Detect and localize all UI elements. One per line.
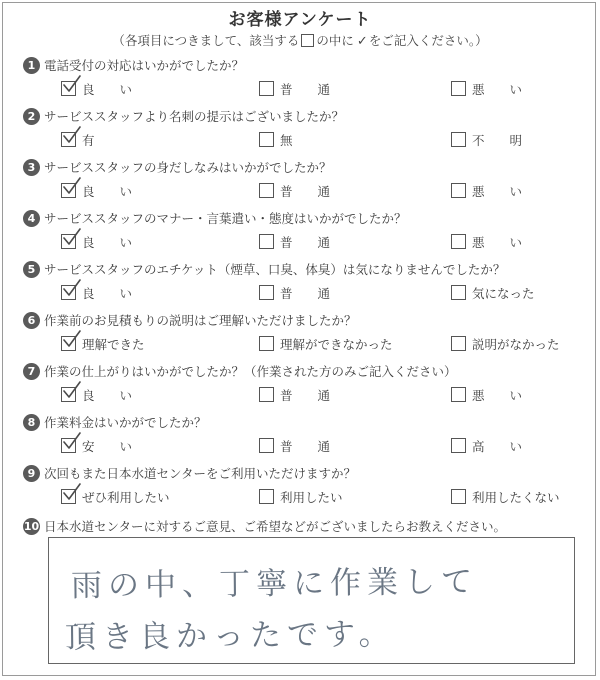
checkmark-icon [61, 330, 83, 352]
checked-checkbox[interactable] [61, 336, 76, 351]
checkbox[interactable] [451, 438, 466, 453]
answer-option[interactable] [259, 437, 330, 454]
checked-checkbox[interactable] [61, 183, 76, 198]
question-number-badge: 6 [23, 312, 40, 329]
checkbox[interactable] [451, 81, 466, 96]
answer-option-label: 普 通 [280, 285, 331, 301]
checkmark-icon [61, 75, 83, 97]
answer-option-label: 利用したい [280, 489, 343, 505]
answer-option[interactable] [61, 80, 132, 97]
question-10-header [23, 517, 506, 535]
answer-option[interactable] [451, 284, 535, 301]
checkbox[interactable] [451, 336, 466, 351]
checkbox[interactable] [259, 183, 274, 198]
checkbox[interactable] [259, 336, 274, 351]
answer-option[interactable] [61, 233, 132, 250]
answer-option-label: 良 い [82, 387, 133, 403]
checkbox[interactable] [451, 183, 466, 198]
survey-title: お客様アンケート [228, 10, 372, 30]
answer-option-label: 安 い [82, 438, 133, 454]
instructions-after: をご記入ください。） [368, 33, 488, 48]
answer-option-label: 理解ができなかった [280, 336, 393, 352]
answer-option-label: 普 通 [280, 387, 331, 403]
answer-option-label: 悪 い [472, 183, 523, 199]
comment-answer-box[interactable] [48, 537, 575, 664]
answer-option[interactable] [61, 182, 132, 199]
answer-option[interactable] [259, 182, 330, 199]
checkmark-icon [61, 279, 83, 301]
question-9 [0, 464, 600, 515]
instructions-before: （各項目につきまして、該当する [112, 33, 300, 48]
answer-option-label: 悪 い [472, 234, 523, 250]
answer-option-label: ぜひ利用したい [82, 489, 170, 505]
answer-option-label: 悪 い [472, 387, 523, 403]
answer-option[interactable] [451, 437, 522, 454]
answer-option[interactable] [451, 233, 522, 250]
answer-option-label: 良 い [82, 183, 133, 199]
checkmark-icon [61, 228, 83, 250]
answer-option[interactable] [259, 386, 330, 403]
question-text: 作業の仕上がりはいかがでしたか？（作業された方のみご記入ください） [44, 364, 457, 379]
instruction-check-icon: ✓ [356, 34, 368, 49]
checkbox[interactable] [259, 489, 274, 504]
handwritten-answer-line-1: 雨の中、丁寧に作業して [70, 563, 479, 605]
question-10-text: 日本水道センターに対するご意見、ご希望などがございましたらお教えください。 [44, 519, 507, 534]
question-header [23, 362, 457, 380]
checkbox[interactable] [451, 387, 466, 402]
answer-option-label: 悪 い [472, 81, 523, 97]
answer-option[interactable] [451, 131, 522, 148]
question-8 [0, 413, 600, 464]
answer-option[interactable] [61, 131, 95, 148]
question-header [23, 107, 344, 125]
answer-option-label: 良 い [82, 234, 133, 250]
answer-option-label: 説明がなかった [472, 336, 560, 352]
question-text: サービススタッフの身だしなみはいかがでしたか？ [44, 160, 332, 175]
question-header [23, 464, 356, 482]
question-number-badge: 10 [23, 519, 40, 533]
checkbox[interactable] [259, 81, 274, 96]
question-number-badge: 7 [23, 363, 40, 380]
question-text: サービススタッフのエチケット（煙草、口臭、体臭）は気になりませんでしたか？ [44, 262, 506, 277]
question-number-badge: 3 [23, 159, 40, 176]
question-3 [0, 158, 600, 209]
checkmark-icon [61, 432, 83, 454]
checked-checkbox[interactable] [61, 285, 76, 300]
checkbox[interactable] [451, 234, 466, 249]
answer-option-label: 無 [280, 132, 293, 148]
answer-option[interactable] [61, 284, 132, 301]
answer-option-label: 普 通 [280, 438, 331, 454]
question-number-badge: 4 [23, 210, 40, 227]
question-number-badge: 9 [23, 465, 40, 482]
question-2 [0, 107, 600, 158]
answer-option-label: 不 明 [472, 132, 523, 148]
answer-option[interactable] [259, 284, 330, 301]
answer-option-label: 高 い [472, 438, 523, 454]
answer-option[interactable] [451, 182, 522, 199]
checked-checkbox[interactable] [61, 234, 76, 249]
checkbox[interactable] [259, 438, 274, 453]
checked-checkbox[interactable] [61, 132, 76, 147]
question-header [23, 413, 207, 431]
checkbox[interactable] [451, 132, 466, 147]
answer-option[interactable] [259, 80, 330, 97]
question-header [23, 311, 357, 329]
question-header [23, 158, 332, 176]
question-header [23, 260, 505, 278]
checkbox[interactable] [259, 387, 274, 402]
answer-option-label: 良 い [82, 285, 133, 301]
checkbox[interactable] [259, 234, 274, 249]
answer-option[interactable] [61, 488, 170, 505]
checkbox[interactable] [259, 132, 274, 147]
checkbox[interactable] [451, 489, 466, 504]
answer-option[interactable] [451, 488, 560, 505]
answer-option-label: 普 通 [280, 234, 331, 250]
answer-option[interactable] [451, 80, 522, 97]
answer-option[interactable] [61, 386, 132, 403]
question-number-badge: 1 [23, 57, 40, 74]
question-text: サービススタッフのマナー・言葉遣い・態度はいかがでしたか？ [44, 211, 407, 226]
answer-option-label: 普 通 [280, 81, 331, 97]
answer-option-label: 理解できた [82, 336, 145, 352]
instruction-box-icon [301, 34, 314, 47]
answer-option-label: 良 い [82, 81, 133, 97]
answer-option[interactable] [259, 131, 293, 148]
checked-checkbox[interactable] [61, 81, 76, 96]
answer-option-label: 普 通 [280, 183, 331, 199]
checkmark-icon [61, 126, 83, 148]
instructions-middle: の中に [316, 33, 354, 48]
handwritten-answer-line-2: 頂き良かったです。 [64, 616, 396, 656]
question-text: 電話受付の対応はいかがでしたか？ [44, 58, 245, 73]
checkbox[interactable] [451, 285, 466, 300]
checkmark-icon [61, 483, 83, 505]
question-1 [0, 56, 600, 107]
answer-option-label: 気になった [472, 285, 535, 301]
answer-option[interactable] [451, 335, 560, 352]
question-header [23, 209, 407, 227]
checked-checkbox[interactable] [61, 438, 76, 453]
question-number-badge: 8 [23, 414, 40, 431]
question-text: 作業前のお見積もりの説明はご理解いただけましたか？ [44, 313, 357, 328]
checkmark-icon [61, 177, 83, 199]
question-number-badge: 5 [23, 261, 40, 278]
survey-instructions [0, 31, 600, 49]
question-text: 次回もまた日本水道センターをご利用いただけますか？ [44, 466, 357, 481]
answer-option[interactable] [259, 233, 330, 250]
checked-checkbox[interactable] [61, 387, 76, 402]
checkmark-icon [61, 381, 83, 403]
answer-option-label: 利用したくない [472, 489, 560, 505]
answer-option[interactable] [259, 488, 343, 505]
question-header [23, 56, 244, 74]
answer-option[interactable] [61, 335, 145, 352]
question-5 [0, 260, 600, 311]
question-7 [0, 362, 600, 413]
answer-option[interactable] [61, 437, 132, 454]
checked-checkbox[interactable] [61, 489, 76, 504]
question-6 [0, 311, 600, 362]
answer-option[interactable] [451, 386, 522, 403]
answer-option-label: 有 [82, 132, 95, 148]
question-text: 作業料金はいかがでしたか？ [44, 415, 207, 430]
question-4 [0, 209, 600, 260]
question-text: サービススタッフより名刺の提示はございましたか？ [44, 109, 345, 124]
checkbox[interactable] [259, 285, 274, 300]
question-number-badge: 2 [23, 108, 40, 125]
answer-option[interactable] [259, 335, 393, 352]
